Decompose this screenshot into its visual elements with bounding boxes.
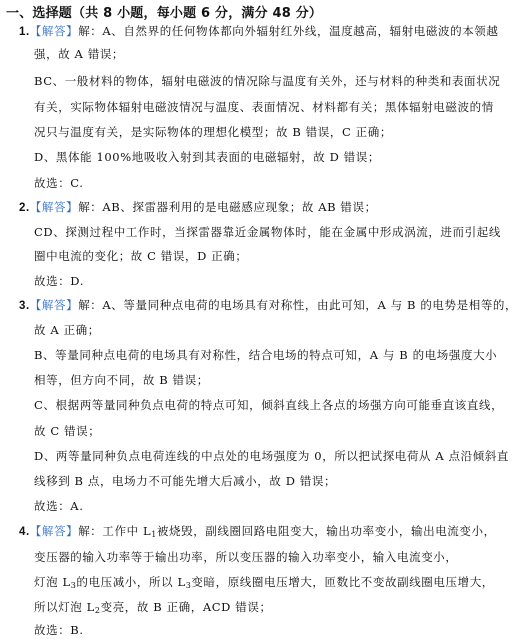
question-1-line (19, 24, 499, 39)
answer-conclusion: 故选：A. (34, 499, 84, 513)
question-number: 2. (19, 202, 30, 214)
answer-text: 况只与温度有关，是实际物体的理想化模型；故 B 错误，C 正确； (34, 125, 392, 139)
answer-text-line (34, 600, 272, 618)
answer-conclusion: 故选：B. (34, 623, 84, 637)
subscript: 2 (94, 606, 101, 615)
answer-text: CD、探测过程中工作时，当探雷器靠近金属物体时，能在金属中形成涡流，进而引起线 (34, 225, 501, 239)
answer-text: B、等量同种点电荷的电场具有对称性，结合电场的特点可知，A 与 B 的电场强度大小 (34, 348, 498, 362)
answer-text: 所以灯泡 L (34, 600, 95, 614)
subscript: 3 (185, 581, 192, 590)
answer-text: 解：A、等量同种点电荷的电场具有对称性，由此可知，A 与 B 的电势是相等的， (78, 298, 518, 312)
answer-text: 解：A、自然界的任何物体都向外辐射红外线，温度越高，辐射电磁波的本领越 (78, 24, 499, 38)
answer-text: 灯泡 L (34, 575, 71, 589)
answer-text-line (34, 575, 494, 593)
answer-text: 相等，但方向不同，故 B 错误； (34, 373, 209, 387)
answer-text: 强，故 A 错误； (34, 47, 125, 61)
question-number: 1. (19, 26, 30, 38)
answer-tag: 【解答】 (29, 200, 79, 214)
answer-tag: 【解答】 (29, 298, 79, 312)
answer-text: 变压器的输入功率等于输出功率，所以变压器的输入功率变小，输入电流变小， (34, 550, 458, 564)
question-number: 4. (19, 526, 30, 538)
answer-text: 解：AB、探雷器利用的是电磁感应现象；故 AB 错误； (78, 200, 377, 214)
answer-text: 解：工作中 L (78, 524, 152, 538)
answer-conclusion: 故选：D. (34, 274, 84, 288)
answer-conclusion: 故选：C. (34, 176, 84, 190)
answer-text: 的电压减小，所以 L (76, 575, 186, 589)
answer-text: D、两等量同种负点电荷连线的中点处的电场强度为 0，所以把试探电荷从 A 点沿倾斜直 (34, 449, 510, 463)
answer-text: 被烧毁，副线圈回路电阻变大，输出功率变小，输出电流变小， (156, 524, 496, 538)
answer-text: D、黑体能 100%地吸收入射到其表面的电磁辐射，故 D 错误； (34, 150, 380, 164)
question-3-line (19, 298, 517, 313)
question-2-line (19, 200, 377, 215)
subscript: 1 (151, 530, 157, 539)
answer-text: 线移到 B 点，电场力不可能先增大后减小，故 D 错误； (34, 474, 337, 488)
answer-text: 故 A 正确； (34, 323, 100, 337)
question-4-line (19, 524, 496, 542)
answer-text: 圈中电流的变化；故 C 错误，D 正确； (34, 249, 248, 263)
answer-text: 有关，实际物体辐射电磁波情况与温度、表面情况、材料都有关；黑体辐射电磁波的情 (34, 100, 494, 114)
answer-text: 变暗，原线圈电压增大，匝数比不变故副线圈电压增大， (191, 575, 494, 589)
answer-tag: 【解答】 (29, 24, 79, 38)
answer-text: 变亮，故 B 正确，ACD 错误； (100, 600, 272, 614)
section-title: 一、选择题（共 8 小题，每小题 6 分，满分 48 分） (6, 6, 323, 21)
subscript: 3 (70, 581, 77, 590)
answer-text: BC、一般材料的物体，辐射电磁波的情况除与温度有关外，还与材料的种类和表面状况 (34, 74, 501, 88)
answer-text: C、根据两等量同种负点电荷的特点可知，倾斜直线上各点的场强方向可能垂直该直线， (34, 398, 504, 412)
answer-tag: 【解答】 (29, 524, 79, 538)
answer-text: 故 C 错误； (34, 424, 101, 438)
question-number: 3. (19, 300, 30, 312)
